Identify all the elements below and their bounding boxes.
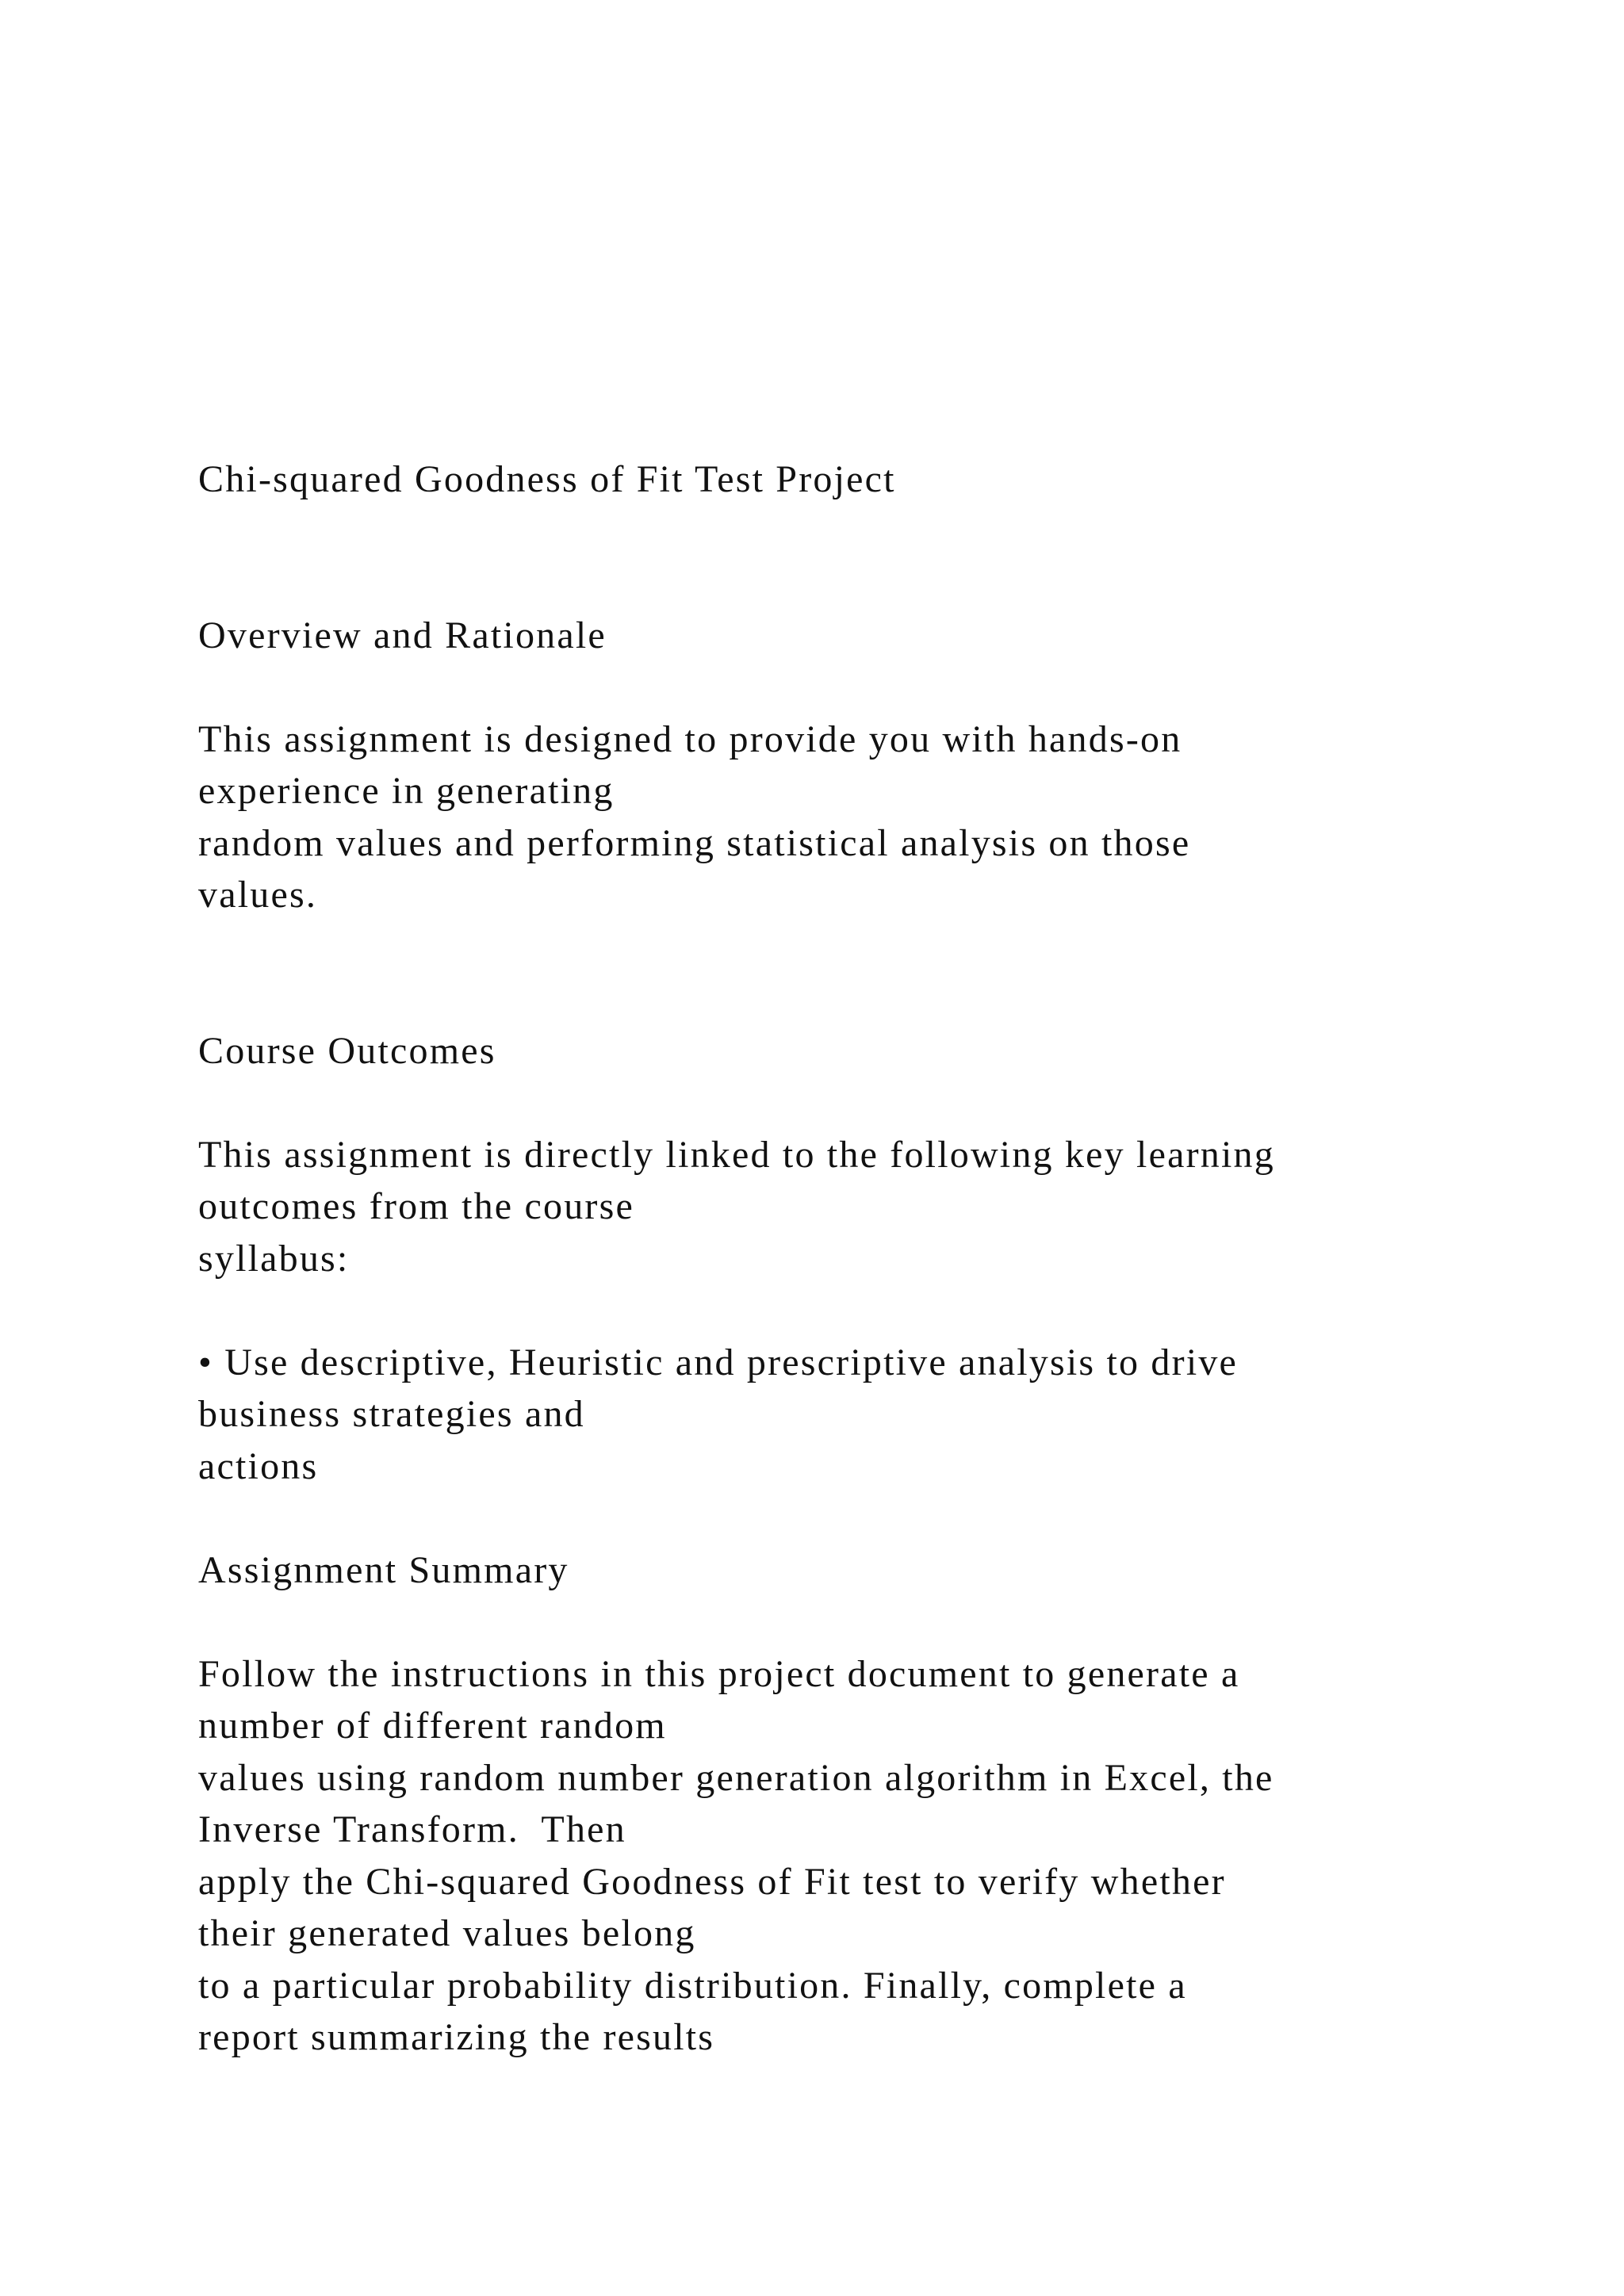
blank-line xyxy=(198,973,1546,1025)
blank-line xyxy=(198,1492,1546,1544)
bullet-line: actions xyxy=(198,1445,319,1487)
section-heading-course-outcomes: Course Outcomes xyxy=(198,1029,496,1072)
blank-line xyxy=(198,1596,1546,1648)
paragraph-line: values using random number generation algorithm in Excel, the xyxy=(198,1756,1274,1799)
paragraph-line: Inverse Transform. Then xyxy=(198,1808,626,1850)
bullet-line: business strategies and xyxy=(198,1393,585,1435)
paragraph-line: syllabus: xyxy=(198,1237,350,1280)
paragraph-line: This assignment is directly linked to the following key learning xyxy=(198,1133,1275,1176)
document-body xyxy=(198,453,1546,2064)
paragraph-line: apply the Chi-squared Goodness of Fit test to verify whether xyxy=(198,1860,1226,1903)
paragraph-line: values. xyxy=(198,874,318,916)
blank-line xyxy=(198,1077,1546,1129)
section-heading-overview: Overview and Rationale xyxy=(198,614,607,656)
paragraph-line: This assignment is designed to provide you with hands-on xyxy=(198,718,1182,760)
paragraph-line: Follow the instructions in this project document to generate a xyxy=(198,1652,1240,1695)
paragraph-line: random values and performing statistical analysis on those xyxy=(198,821,1191,864)
paragraph-line: number of different random xyxy=(198,1705,667,1747)
blank-line xyxy=(198,557,1546,610)
paragraph-line: their generated values belong xyxy=(198,1912,696,1954)
paragraph-line: report summarizing the results xyxy=(198,2016,715,2058)
paragraph-line: outcomes from the course xyxy=(198,1185,634,1227)
section-heading-assignment-summary: Assignment Summary xyxy=(198,1548,569,1591)
bullet-line: • Use descriptive, Heuristic and prescriptive analysis to drive xyxy=(198,1341,1239,1383)
blank-line xyxy=(198,661,1546,714)
blank-line xyxy=(198,506,1546,558)
paragraph-line: experience in generating xyxy=(198,770,615,812)
blank-line xyxy=(198,1284,1546,1337)
document-title: Chi-squared Goodness of Fit Test Project xyxy=(198,458,896,500)
paragraph-line: to a particular probability distribution. Finally, complete a xyxy=(198,1964,1187,2007)
blank-line xyxy=(198,921,1546,974)
